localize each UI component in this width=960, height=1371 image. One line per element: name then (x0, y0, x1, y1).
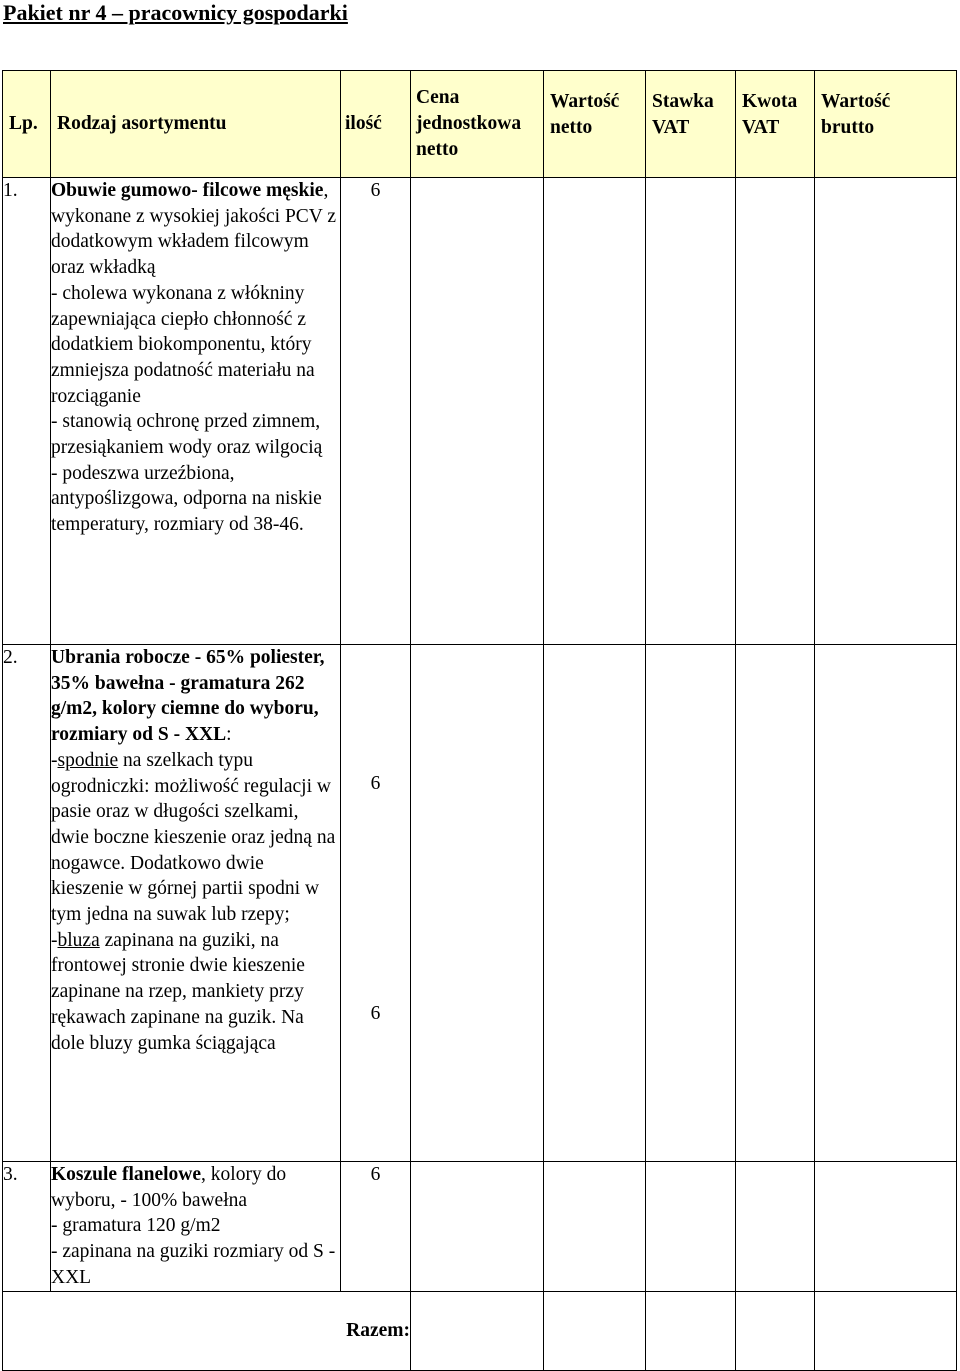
cell-wartosc-brutto[interactable] (815, 178, 957, 645)
cell-kwota-vat[interactable] (736, 178, 815, 645)
cell-wartosc-netto[interactable] (544, 178, 646, 645)
row-description (51, 645, 341, 1162)
table-header-row (3, 71, 957, 178)
header-ilosc: ilość (341, 71, 411, 178)
row-lp: 1. (3, 178, 51, 645)
cell-stawka-vat[interactable] (646, 1162, 736, 1292)
price-table (2, 70, 957, 1371)
cell-kwota-vat[interactable] (736, 645, 815, 1162)
bluza-word: bluza (57, 929, 100, 951)
header-cena: Cena jednostkowa netto (411, 71, 544, 178)
cell-wartosc-brutto[interactable] (815, 1162, 957, 1292)
cell-wartosc-netto[interactable] (544, 645, 646, 1162)
product-line: - gramatura 120 g/m2 (51, 1215, 221, 1237)
header-rodzaj: Rodzaj asortymentu (51, 71, 341, 178)
row-qty: 6 (341, 178, 411, 645)
row-description (51, 178, 341, 645)
table-row (3, 178, 957, 645)
product-desc: , wykonane z wysokiej jakości PCV z dodatkowym wkładem filcowym oraz wkładką (51, 180, 337, 279)
total-row (3, 1291, 957, 1370)
header-kwota-vat: Kwota VAT (736, 71, 815, 178)
product-desc: , kolory do wyboru, - 100% bawełna (51, 1164, 287, 1211)
cell-stawka-vat[interactable] (646, 645, 736, 1162)
page-title: Pakiet nr 4 – pracownicy gospodarki (3, 0, 348, 25)
spodnie-text: na szelkach typu ogrodniczki: możliwość regulacji w pasie oraz w długości szelkami, dwie boczne kieszenie oraz jedną na nogawce. Dodatkowo dwie kieszenie w górnej partii spodni w tym jedna na suwak lub rzepy; (51, 749, 336, 926)
total-kwota-vat[interactable] (736, 1291, 815, 1370)
total-wartosc-netto[interactable] (544, 1291, 646, 1370)
row-description (51, 1162, 341, 1292)
product-name-suffix: : (226, 724, 232, 746)
total-stawka-vat[interactable] (646, 1291, 736, 1370)
cell-wartosc-brutto[interactable] (815, 645, 957, 1162)
header-stawka-vat: Stawka VAT (646, 71, 736, 178)
cell-cena[interactable] (411, 178, 544, 645)
product-line: - stanowią ochronę przed zimnem, przesiąkaniem wody oraz wilgocią (51, 411, 323, 459)
row-qty (341, 645, 411, 1162)
header-wartosc-brutto: Wartość brutto (815, 71, 957, 178)
qty-spodnie: 6 (370, 773, 381, 794)
header-wartosc-netto: Wartość netto (544, 71, 646, 178)
bluza-prefix: - (51, 929, 58, 951)
qty-bluza: 6 (370, 1002, 381, 1024)
product-line: - zapinana na guziki rozmiary od S - XXL (51, 1241, 336, 1288)
table-row (3, 645, 957, 1162)
header-lp: Lp. (3, 71, 51, 178)
total-cena[interactable] (411, 1291, 544, 1370)
spodnie-prefix: - (51, 749, 58, 771)
razem-label: Razem: (3, 1291, 411, 1370)
spodnie-word: spodnie (57, 749, 119, 771)
cell-kwota-vat[interactable] (736, 1162, 815, 1292)
row-lp: 3. (3, 1162, 51, 1292)
cell-wartosc-netto[interactable] (544, 1162, 646, 1292)
bluza-text: zapinana na guziki, na frontowej stronie dwie kieszenie zapinane na rzep, mankiety przy rękawach zapinane na guzik. Na dole bluzy gumka ściągająca (51, 929, 305, 1054)
row-lp: 2. (3, 645, 51, 1162)
product-name: Koszule flanelowe (51, 1164, 202, 1185)
cell-cena[interactable] (411, 1162, 544, 1292)
product-line: - cholewa wykonana z włókniny zapewniająca ciepło chłonność z dodatkiem biokomponentu, który zmniejsza podatność materiału na rozciąganie (51, 282, 315, 407)
product-line: - podeszwa urzeźbiona, antypoślizgowa, odporna na niskie temperatury, rozmiary od 38-46. (51, 462, 322, 536)
cell-cena[interactable] (411, 645, 544, 1162)
cell-stawka-vat[interactable] (646, 178, 736, 645)
product-name: Ubrania robocze - 65% poliester, 35% bawełna - gramatura 262 g/m2, kolory ciemne do wyboru, rozmiary od S - XXL (51, 647, 325, 746)
total-wartosc-brutto[interactable] (815, 1291, 957, 1370)
table-row (3, 1162, 957, 1292)
row-qty: 6 (341, 1162, 411, 1292)
product-name: Obuwie gumowo- filcowe męskie (51, 180, 324, 201)
